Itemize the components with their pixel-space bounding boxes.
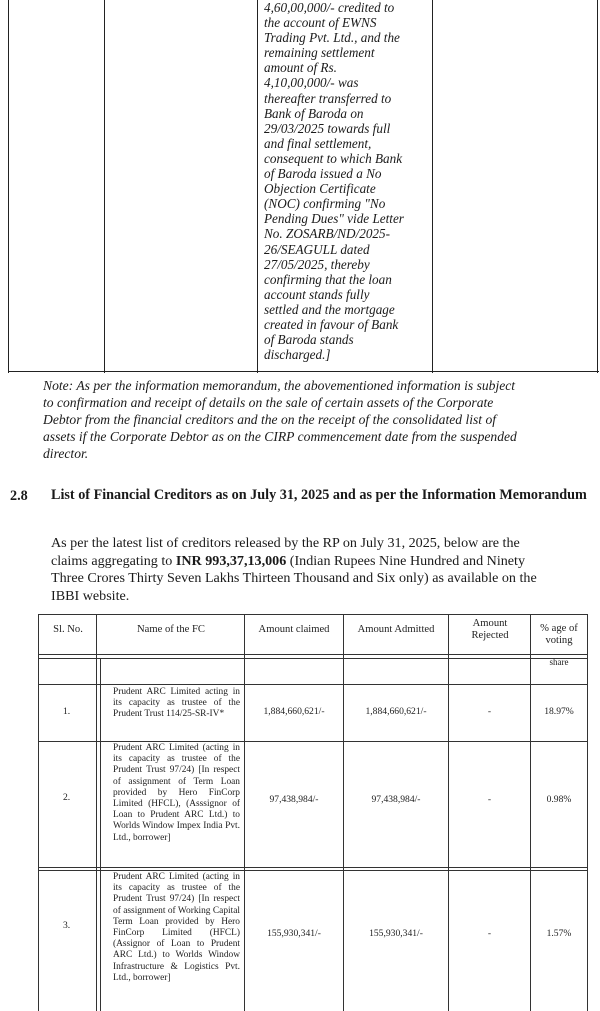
previous-table-continuation	[8, 0, 599, 373]
settlement-text-line: 4,10,00,000/- was	[264, 75, 359, 91]
table-column-divider	[257, 0, 258, 373]
column-divider	[244, 614, 245, 1011]
table-bottom-border	[8, 371, 599, 372]
settlement-text-line: settled and the mortgage	[264, 301, 395, 317]
row-divider-double	[38, 870, 587, 871]
settlement-text-line: consequent to which Bank	[264, 150, 403, 166]
settlement-text-line: Bank of Baroda on	[264, 105, 364, 121]
paragraph-text: Three Crores Thirty Seven Lakhs Thirteen Thousand and Six only) as available on the	[51, 570, 537, 587]
table-border-left	[38, 614, 39, 1011]
column-divider	[530, 614, 531, 1011]
settlement-text-line: Trading Pvt. Ltd., and the	[264, 30, 400, 46]
settlement-text-line: Objection Certificate	[264, 181, 376, 197]
row-1-claimed: 1,884,660,621/-	[263, 706, 325, 717]
row-1-admitted: 1,884,660,621/-	[365, 706, 427, 717]
row-3-claimed: 155,930,341/-	[267, 928, 321, 939]
row-1-sl: 1.	[63, 706, 71, 717]
paragraph-line	[51, 553, 579, 571]
section-title: List of Financial Creditors as on July 31, 2025 and as per the Information Memorandum	[51, 487, 587, 503]
paragraph-line	[51, 570, 579, 588]
row-2-name: Prudent ARC Limited (acting in its capacity as trustee of the Prudent Trust 97/24) [In respect of assignment of Term Loan provided by Hero FinCorp Limited (HFCL), (Asssignor of Loan to Prudent ARC Ltd.) to Worlds Window Impex India Pvt. Ltd., borrower]	[113, 743, 240, 843]
settlement-text-line: No. ZOSARB/ND/2025-	[264, 226, 391, 242]
settlement-text-line: of Baroda stands	[264, 332, 354, 348]
section-number: 2.8	[10, 488, 28, 504]
settlement-text-line: remaining settlement	[264, 45, 375, 61]
table-border-left	[8, 0, 9, 373]
note-line: to confirmation and receipt of details on the sale of certain assets of the Corporate	[43, 395, 494, 411]
note-line: Debtor from the financial creditors and the on the receipt of the consolidated list of	[43, 412, 497, 428]
settlement-text-line: Pending Dues" vide Letter	[264, 211, 404, 227]
inner-column-line	[100, 659, 101, 1011]
row-divider	[38, 867, 587, 868]
settlement-details-cell	[264, 0, 428, 362]
paragraph-text: claims aggregating to	[51, 552, 176, 569]
row-3-name: Prudent ARC Limited (acting in its capacity as trustee of the Prudent Trust 97/24) [In respect of assignment of Working Capital Term Loan provided by Hero FinCorp Limited (HFCL) (Assignor of Loan to Prudent ARC Ltd.) to Worlds Window Infrastructure & Logistics Pvt. Ltd., borrower]	[113, 872, 240, 983]
row-3-rejected: -	[487, 928, 492, 939]
settlement-text-line: the account of EWNS	[264, 15, 377, 31]
note-line: director.	[43, 446, 89, 462]
settlement-text-line: 29/03/2025 towards full	[264, 120, 391, 136]
row-2-admitted: 97,438,984/-	[371, 794, 421, 805]
settlement-text-line: of Baroda issued a No	[264, 166, 382, 182]
row-3-admitted: 155,930,341/-	[369, 928, 423, 939]
settlement-text-line: account stands fully	[264, 286, 370, 302]
table-top-border	[38, 614, 587, 615]
paragraph-text: (Indian Rupees Nine Hundred and Ninety	[286, 552, 526, 569]
header-bottom-border	[38, 654, 587, 655]
row-1-name: Prudent ARC Limited acting in its capacity as trustee of the Prudent Trust 114/25-SR-IV*	[113, 687, 240, 720]
settlement-text-line: 27/05/2025, thereby	[264, 256, 370, 272]
settlement-text-line: 4,60,00,000/- credited to	[264, 0, 395, 15]
header-name-of-fc: Name of the FC	[137, 624, 205, 635]
note-paragraph	[43, 377, 600, 462]
note-line: assets if the Corporate Debtor as on the CIRP commencement date from the suspended	[43, 429, 517, 445]
header-double-border	[38, 658, 587, 659]
settlement-text-line: and final settlement,	[264, 135, 372, 151]
header-sl-no: Sl. No.	[53, 624, 83, 635]
column-divider	[343, 614, 344, 1011]
note-line: Note: As per the information memorandum, the abovementioned information is subject	[43, 378, 516, 393]
settlement-text-line: (NOC) confirming "No	[264, 196, 386, 212]
table-border-right	[587, 614, 588, 1011]
settlement-text-line: amount of Rs.	[264, 60, 337, 76]
header-amount-claimed: Amount claimed	[258, 624, 330, 635]
row-divider	[38, 684, 587, 685]
row-2-sl: 2.	[63, 792, 71, 803]
settlement-text-line: discharged.]	[264, 347, 331, 363]
column-divider	[96, 614, 97, 1011]
row-3-sl: 3.	[63, 920, 71, 931]
financial-creditors-table	[38, 614, 588, 1011]
settlement-text-line: 26/SEAGULL dated	[264, 241, 370, 257]
row-divider	[38, 741, 587, 742]
header-amount-rejected: Amount Rejected	[471, 618, 509, 641]
section-paragraph	[51, 535, 579, 605]
table-column-divider	[104, 0, 105, 373]
column-divider	[448, 614, 449, 1011]
total-claims-amount: INR 993,37,13,006	[175, 552, 287, 569]
paragraph-text: IBBI website.	[51, 587, 130, 604]
row-3-voting: 1.57%	[546, 928, 572, 939]
paragraph-line	[51, 535, 579, 553]
paragraph-text: As per the latest list of creditors released by the RP on July 31, 2025, below are the	[51, 535, 520, 551]
settlement-text-line: thereafter transferred to	[264, 90, 392, 106]
header-amount-admitted: Amount Admitted	[357, 624, 435, 635]
row-1-voting: 18.97%	[544, 706, 574, 717]
settlement-text-line: confirming that the loan	[264, 271, 392, 287]
row-2-rejected: -	[487, 794, 492, 805]
paragraph-line	[51, 588, 579, 606]
table-column-divider	[432, 0, 433, 373]
row-2-voting: 0.98%	[546, 794, 572, 805]
row-2-claimed: 97,438,984/-	[269, 794, 319, 805]
row-1-rejected: -	[487, 706, 492, 717]
header-voting-share: % age of voting	[540, 623, 578, 646]
settlement-text-line: created in favour of Bank	[264, 316, 399, 332]
header-voting-share-sub: share	[549, 657, 569, 667]
table-border-right	[597, 0, 598, 373]
